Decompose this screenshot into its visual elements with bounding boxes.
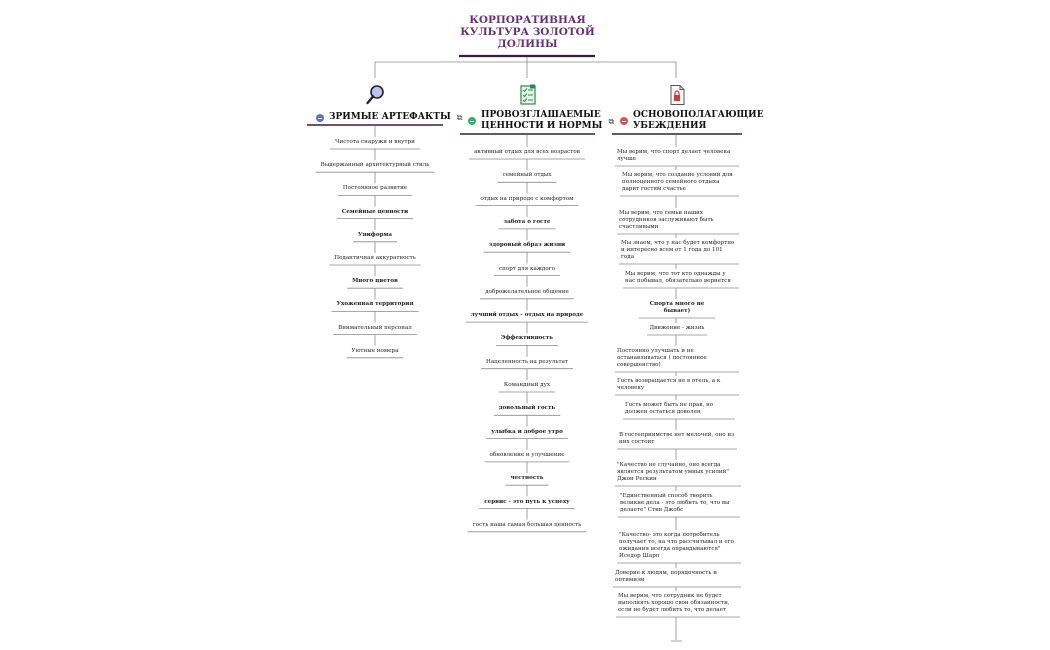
values-node[interactable]: здоровый образ жизни (488, 242, 566, 249)
beliefs-node[interactable]: Мы знаем, что у нас будет комфортно и интересно всем от 1 года до 101 года (621, 240, 735, 260)
values-header[interactable] (468, 110, 614, 132)
beliefs-bullet-icon (620, 117, 628, 125)
artifacts-node[interactable]: Постоянное развитие (342, 185, 408, 192)
beliefs-node[interactable]: Мы верим, что спорт делает человека лучше (617, 149, 731, 162)
beliefs-node[interactable]: Мы верим, что сотрудник не будет выполнять хорошо свои обязанности, если не будет любить то, что делает (618, 593, 730, 613)
artifacts-node[interactable]: Выдержанный архитектурный стиль (320, 162, 430, 169)
beliefs-node[interactable]: Гость может быть не прав, но должен остаться доволен (625, 402, 714, 415)
beliefs-node[interactable]: "Единственный способ творить великие дела - это любить то, что вы делаете" Стив Джобс (620, 493, 730, 513)
artifacts-node[interactable]: Семейные ценности (341, 208, 409, 215)
values-node[interactable]: забота о госте (503, 218, 551, 225)
artifacts-node[interactable]: Уютные номера (351, 347, 399, 354)
root-title[interactable]: КОРПОРАТИВНАЯ КУЛЬТУРА ЗОЛОТОЙ ДОЛИНЫ (460, 14, 595, 50)
values-node[interactable]: улыбка и доброе утро (491, 428, 563, 435)
beliefs-node[interactable]: Мы верим, что семьи наших сотрудников заслуживают быть счастливыми (619, 210, 714, 230)
beliefs-node[interactable]: Мы верим, что тот кто однажды у нас побывал, обязательно вернется (625, 271, 731, 284)
beliefs-node[interactable]: "Качество- это когда потребитель получает то, на что рассчитывал и его ожидания всегда оправдываются" Иседор Шарп (619, 532, 735, 559)
beliefs-node[interactable]: "Качество не случайно, оно всегда является результатом умных усилий" Джон Рескин (617, 462, 729, 482)
values-node[interactable]: доброжелательное общение (485, 288, 569, 295)
beliefs-node[interactable]: Постоянно улучшать и не останавливаться ( постоянное совершенство) (617, 348, 707, 368)
lock-document-icon (666, 84, 688, 106)
beliefs-node[interactable]: Доверие к людям, порядочность и оптимизм (615, 570, 717, 583)
values-node[interactable]: лучший отдых - отдых на природе (470, 312, 584, 319)
values-node[interactable]: отдых на природе с комфортом (480, 195, 574, 202)
values-title: ПРОВОЗГЛАШАЕМЫЕ ЦЕННОСТИ И НОРМЫ (481, 110, 603, 131)
values-node[interactable]: сервис - это путь к успеху (484, 498, 570, 505)
values-node[interactable]: Нацеленность на результат (485, 358, 569, 365)
beliefs-title: ОСНОВОПОЛАГАЮЩИЕ УБЕЖДЕНИЯ (633, 110, 764, 131)
artifacts-node[interactable]: Ухоженная территория (336, 301, 414, 308)
artifacts-node[interactable]: Внимательный персонал (338, 324, 412, 331)
artifacts-title: ЗРИМЫЕ АРТЕФАКТЫ (329, 112, 451, 122)
values-node[interactable]: семейный отдых (502, 172, 552, 179)
values-bullet-icon (468, 117, 476, 125)
magnifier-icon (365, 84, 387, 106)
values-node[interactable]: обновление и улучшение (489, 451, 565, 458)
values-node[interactable]: честность (510, 475, 544, 482)
beliefs-node[interactable]: В гостеприимстве нет мелочей, оно из них состоит (619, 432, 735, 445)
beliefs-node[interactable]: Спорта много не бывает) (649, 301, 705, 314)
values-node[interactable]: активный отдых для всех возрастов (474, 149, 580, 155)
values-node[interactable]: Командный дух (503, 382, 551, 388)
artifacts-node[interactable]: Униформа (358, 231, 392, 238)
beliefs-header[interactable] (620, 110, 764, 132)
artifacts-header[interactable] (316, 112, 462, 123)
values-node[interactable]: довольный гость (498, 405, 556, 412)
artifacts-node[interactable]: Педантичная аккуратность (334, 255, 416, 261)
checklist-icon (517, 84, 539, 106)
beliefs-node[interactable]: Мы верим, что создание условий для полноценного семейного отдыха дарит гостям счастье (622, 172, 733, 192)
link-icon[interactable]: ⧉ (456, 113, 463, 122)
beliefs-node[interactable]: Гость возвращается не в отель, а к человеку (617, 378, 721, 391)
values-node[interactable]: гость наша самая большая ценность (472, 521, 582, 528)
artifacts-node[interactable]: Чистота снаружи и внутри (335, 139, 415, 145)
artifacts-bullet-icon (316, 114, 324, 122)
beliefs-node[interactable]: Движение - жизнь (649, 325, 705, 331)
link-icon[interactable]: ⧉ (608, 117, 615, 126)
values-node[interactable]: спорт для каждого (498, 265, 556, 272)
values-node[interactable]: Эффективность (500, 335, 554, 342)
artifacts-node[interactable]: Много цветов (352, 278, 398, 285)
